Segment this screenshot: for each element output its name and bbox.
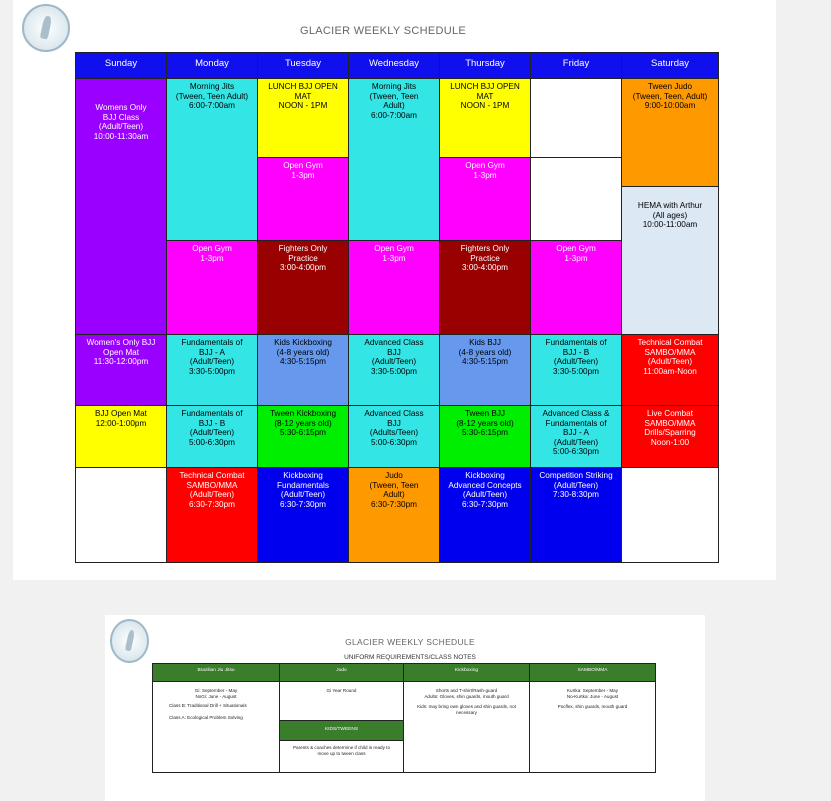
- class-tue-lunch-bjj: LUNCH BJJ OPEN MAT NOON - 1PM: [257, 78, 349, 158]
- header-judo: Judo: [279, 663, 404, 682]
- class-thu-tween-bjj: Tween BJJ (8-12 years old) 5:30-6:15pm: [439, 405, 531, 468]
- class-mon-fund-a: Fundamentals of BJJ - A (Adult/Teen) 3:30-5:00pm: [166, 334, 258, 406]
- class-sun-womens-bjj: Womens Only BJJ Class (Adult/Teen) 10:00-11:30am: [75, 78, 167, 335]
- class-wed-open-gym: Open Gym 1-3pm: [348, 240, 440, 335]
- gym-logo-icon: [110, 619, 149, 663]
- empty-slot: [530, 78, 622, 158]
- class-thu-kick-adv: Kickboxing Advanced Concepts (Adult/Teen) 6:30-7:30pm: [439, 467, 531, 563]
- class-thu-open-gym: Open Gym 1-3pm: [439, 157, 531, 241]
- class-wed-advanced-2: Advanced Class BJJ (Adults/Teen) 5:00-6:30pm: [348, 405, 440, 468]
- class-wed-morning-jits: Morning Jits (Tween, Teen Adult) 6:00-7:00am: [348, 78, 440, 241]
- kids-note: Parents & coaches determine if child is ready to move up to tween class: [292, 745, 391, 756]
- bjj-class-b: Class B: Traditional Drill + Situationals: [169, 703, 247, 708]
- class-wed-judo: Judo (Tween, Teen Adult) 6:30-7:30pm: [348, 467, 440, 563]
- day-header-wednesday: Wednesday: [348, 52, 440, 79]
- day-header-monday: Monday: [166, 52, 258, 79]
- header-sambo: SAMBO/MMA: [529, 663, 656, 682]
- class-fri-open-gym: Open Gym 1-3pm: [530, 240, 622, 335]
- schedule-title: GLACIER WEEKLY SCHEDULE: [299, 25, 467, 37]
- day-header-sunday: Sunday: [75, 52, 167, 79]
- class-fri-comp-striking: Competition Striking (Adult/Teen) 7:30-8:30pm: [530, 467, 622, 563]
- class-tue-fighters: Fighters Only Practice 3:00-4:00pm: [257, 240, 349, 335]
- class-mon-morning-jits: Morning Jits (Tween, Teen Adult) 6:00-7:00am: [166, 78, 258, 241]
- kickboxing-adults: Shorts and T-shirt/Rash-guard Adults: Gloves, shin guards, mouth guard: [424, 688, 509, 699]
- sambo-notes: [529, 681, 656, 773]
- class-mon-tech-combat: Technical Combat SAMBO/MMA (Adult/Teen) 6:30-7:30pm: [166, 467, 258, 563]
- sambo-gear: Pocflex, shin guards, mouth guard: [557, 704, 628, 709]
- class-sat-tech-combat: Technical Combat SAMBO/MMA (Adult/Teen) 11:00am-Noon: [621, 334, 719, 406]
- kids-notes: [279, 740, 404, 773]
- kids-tweens-header: KIDS/TWEENS: [279, 720, 404, 741]
- class-sun-womens-open: Women's Only BJJ Open Mat 11:30-12:00pm: [75, 334, 167, 406]
- header-kickboxing: Kickboxing: [403, 663, 530, 682]
- sambo-kurtka: Kurtka: September - May No-Kurtka: June - August: [566, 688, 619, 699]
- class-tue-open-gym: Open Gym 1-3pm: [257, 157, 349, 241]
- bjj-class-a: Class A: Ecological Problem Solving: [169, 715, 243, 720]
- class-fri-fund-b: Fundamentals of BJJ - B (Adult/Teen) 3:30-5:00pm: [530, 334, 622, 406]
- empty-slot: [621, 467, 719, 563]
- class-thu-lunch-bjj: LUNCH BJJ OPEN MAT NOON - 1PM: [439, 78, 531, 158]
- class-mon-open-gym: Open Gym 1-3pm: [166, 240, 258, 335]
- class-tue-kick-fund: Kickboxing Fundamentals (Adult/Teen) 6:30-7:30pm: [257, 467, 349, 563]
- day-header-friday: Friday: [530, 52, 622, 79]
- day-header-tuesday: Tuesday: [257, 52, 349, 79]
- uniform-page: [105, 615, 705, 801]
- class-tue-kids-kick: Kids Kickboxing (4-8 years old) 4:30-5:15pm: [257, 334, 349, 406]
- empty-slot: [530, 157, 622, 241]
- class-sun-open-mat: BJJ Open Mat 12:00-1:00pm: [75, 405, 167, 468]
- class-mon-fund-b: Fundamentals of BJJ - B (Adult/Teen) 5:00-6:30pm: [166, 405, 258, 468]
- day-header-thursday: Thursday: [439, 52, 531, 79]
- class-sat-hema: HEMA with Arthur (All ages) 10:00-11:00am: [621, 186, 719, 335]
- gym-logo-icon: [22, 4, 70, 52]
- class-wed-advanced: Advanced Class BJJ (Adult/Teen) 3:30-5:00pm: [348, 334, 440, 406]
- class-sat-tween-judo: Tween Judo (Tween, Teen, Adult) 9:00-10:00am: [621, 78, 719, 187]
- class-fri-adv-fund: Advanced Class & Fundamentals of BJJ - A (Adult/Teen) 5:00-6:30pm: [530, 405, 622, 468]
- class-thu-fighters: Fighters Only Practice 3:00-4:00pm: [439, 240, 531, 335]
- class-sat-live-combat: Live Combat SAMBO/MMA Drills/Sparring Noon-1:00: [621, 405, 719, 468]
- judo-gi: Gi Year Round: [326, 688, 357, 693]
- schedule-page: [13, 0, 776, 580]
- kickboxing-kids: Kids: may bring own gloves and shin guards, not necessary: [417, 704, 516, 715]
- day-header-saturday: Saturday: [621, 52, 719, 79]
- kickboxing-notes: [403, 681, 530, 773]
- header-bjj: Brazilian Jiu Jitsu: [152, 663, 280, 682]
- uniform-subtitle: UNIFORM REQUIREMENTS/CLASS NOTES: [344, 654, 476, 661]
- bjj-notes: [152, 681, 280, 773]
- uniform-title: GLACIER WEEKLY SCHEDULE: [345, 637, 475, 647]
- empty-slot: [75, 467, 167, 563]
- class-thu-kids-bjj: Kids BJJ (4-8 years old) 4:30-5:15pm: [439, 334, 531, 406]
- judo-notes: [279, 681, 404, 721]
- class-tue-tween-kick: Tween Kickboxing (8-12 years old) 5:30-6:15pm: [257, 405, 349, 468]
- bjj-gi-schedule: Gi: September - May NoGi: June - August: [194, 688, 238, 699]
